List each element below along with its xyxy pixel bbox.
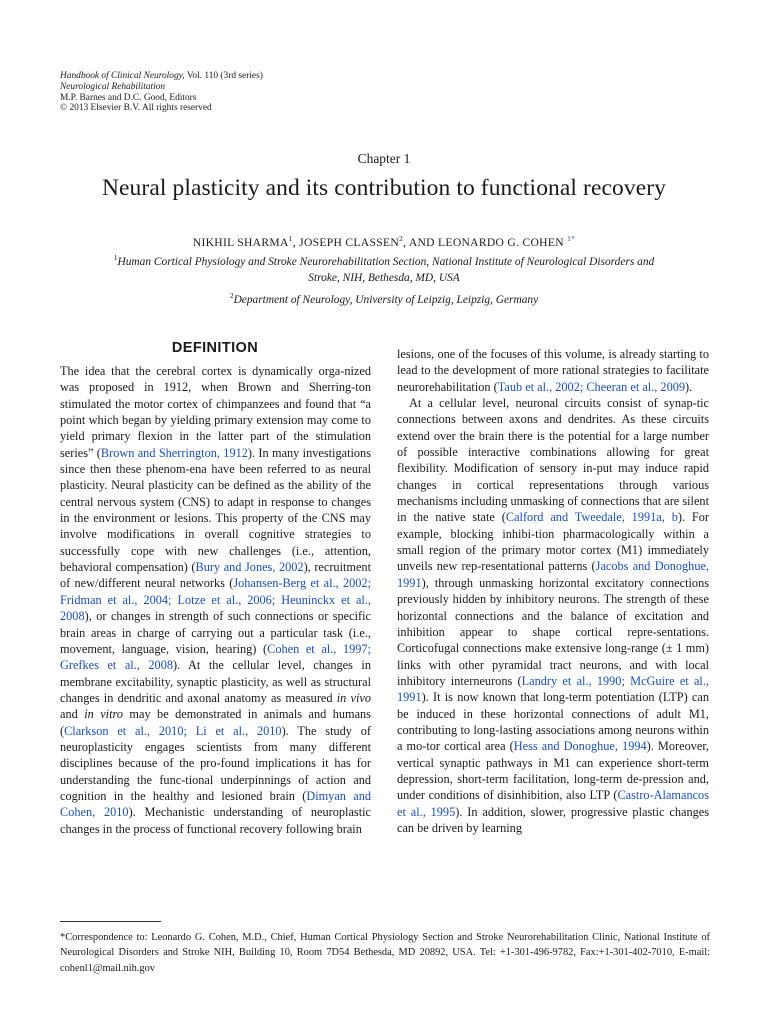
body-text: may be demonstrated in animals and humans ( — [60, 707, 371, 738]
header-line-4: © 2013 Elsevier B.V. All rights reserved — [60, 103, 212, 114]
author-list — [0, 234, 768, 249]
affiliation-1-sup: 1 — [113, 253, 118, 262]
header-line-1 — [60, 71, 263, 82]
citation-link[interactable]: Johansen-Berg et al., 2002; Fridman et al., 2004; Lotze et al., 2006; Heuninckx et al., 2008 — [60, 576, 371, 624]
italic-term: in vitro — [84, 707, 123, 722]
author-1-sup: 1 — [288, 234, 293, 243]
header-line-3: M.P. Barnes and D.C. Good, Editors — [60, 92, 197, 103]
section-heading: DEFINITION — [171, 340, 259, 356]
body-text: ). For example, blocking inhibi-tion pharmacologically within a small region of the primary motor cortex (M1) immediately unveils new rep-resentational patterns ( — [397, 510, 710, 574]
affiliation-2-text: Department of Neurology, University of Leipzig, Leipzig, Germany — [233, 293, 539, 306]
body-text: ). Moreover, vertical synaptic pathways in M1 can experience short-term depression, short-term facilitation, long-term de-pression and, under conditions of disinhibition, also LTP ( — [397, 739, 709, 803]
body-text: ). Mechanistic understanding of neuroplastic changes in the process of functional recovery following brain — [60, 805, 371, 836]
body-text: At a cellular level, neuronal circuits consist of synap-tic connections between axons and dendrites. As these circuits extend over the brain there is the potential for a large number of possible interactive combinations allowing for great flexibility. Modification of sensory in-put may induce rapid changes in cortical representations through various mechanisms including unmasking of connections that are silent in the native state ( — [397, 396, 709, 525]
body-text: ), recruitment of new/different neural networks ( — [60, 560, 371, 591]
body-text: ), or changes in strength of such connections or specific brain areas in charge of carrying out a particular task (i.e., movement, language, vision, hearing) ( — [60, 609, 371, 656]
body-text: ). At the cellular level, changes in membrane excitability, synaptic plasticity, as well as structural changes in dendritic and axonal anatomy as measured — [60, 658, 371, 705]
body-text: and — [60, 707, 85, 722]
citation-link[interactable]: Cohen et al., 1997; Grefkes et al., 2008 — [60, 641, 371, 673]
author-2: , JOSEPH CLASSEN — [292, 235, 400, 249]
body-text: ). The study of neuroplasticity engages scientists from many different disciplines because of the pro-found implications it has for understanding the func-tional underpinnings of action and cognition in the healthy and lesioned brain ( — [60, 723, 371, 803]
author-3: , AND LEONARDO G. COHEN — [403, 235, 568, 249]
citation-link[interactable]: Clarkson et al., 2010; Li et al., 2010 — [64, 723, 282, 738]
author-1: NIKHIL SHARMA — [192, 235, 289, 249]
affiliation-2-sup: 2 — [229, 291, 234, 300]
paragraph — [397, 395, 709, 836]
footnote-divider — [60, 921, 161, 922]
book-header — [60, 71, 263, 114]
page-title: Neural plasticity and its contribution to functional recovery — [101, 175, 667, 201]
affiliation-1-text: Human Cortical Physiology and Stroke Neurorehabilitation Section, National Institute of Neurological Disorders and Stroke, NIH, Bethesda, MD, USA — [117, 255, 655, 284]
paragraph — [60, 363, 371, 837]
citation-link[interactable]: Castro-Alamancos et al., 1995 — [397, 788, 709, 819]
header-line-2: Neurological Rehabilitation — [60, 81, 166, 92]
citation-link[interactable]: Dimyan and Cohen, 2010 — [60, 788, 371, 820]
citation-link[interactable]: Jacobs and Donoghue, 1991 — [397, 559, 709, 590]
italic-term: in vivo — [336, 690, 371, 705]
body-text: lesions, one of the focuses of this volume, is already starting to lead to the development of more rational strategies to facilitate neurorehabilitation ( — [397, 347, 709, 394]
body-text: ). In addition, slower, progressive plastic changes can be driven by learning — [397, 804, 709, 835]
paragraph — [397, 346, 709, 395]
citation-link[interactable]: Brown and Sherrington, 1912 — [100, 445, 248, 460]
affiliation-2 — [110, 288, 658, 308]
citation-link[interactable]: Taub et al., 2002; Cheeran et al., 2009 — [497, 379, 686, 394]
correspondence-footnote: *Correspondence to: Leonardo G. Cohen, M.D., Chief, Human Cortical Physiology Section and Stroke Neurorehabilitation Clinic, National Institute of Neurological Disorders and Stroke NIH, Building 10, Room 7D54 Bethesda, MD 20892, USA. Tel: +1-301-496-9782, Fax:+1-301-402-7010, E-mail: cohenl1@mail.nih.gov — [60, 932, 710, 974]
body-text: ). It is now known that long-term potentiation (LTP) can be induced in these horizontal connections of adult M1, contributing to long-lasting associations among neurons within a mo-tor cortical area ( — [397, 690, 709, 754]
chapter-label: Chapter 1 — [357, 151, 411, 166]
left-column — [60, 363, 371, 837]
body-text: ). In many investigations since then these phenom-ena have been referred to as neural plasticity. Neural plasticity can be defined as the ability of the central nervous system (CNS) to adapt in response to changes in the environment or lesions. This property of the CNS may involve modifications in overall cognitive strategies to successfully cope with new challenges (i.e., attention, behavioral compensation) ( — [60, 445, 371, 575]
series-title: Handbook of Clinical Neurology, — [60, 71, 185, 81]
citation-link[interactable]: Calford and Tweedale, 1991a, b — [505, 510, 678, 525]
body-text: ), through unmasking horizontal excitatory connections previously hidden by inhibitory neurons. The strength of these horizontal connections and the balance of excitation and inhibition appear to shape cortical repre-sentations. Corticofugal connections make extensive long-range (± 1 mm) links with other pyramidal tract neurons, and with local inhibitory interneurons ( — [397, 575, 709, 688]
citation-link[interactable]: Bury and Jones, 2002 — [195, 560, 304, 575]
author-2-sup: 2 — [399, 234, 404, 243]
citation-link[interactable]: Hess and Donoghue, 1994 — [513, 739, 647, 754]
citation-link[interactable]: Landry et al., 1990; McGuire et al., 1991 — [397, 673, 709, 705]
author-3-sup[interactable]: 1* — [567, 234, 576, 243]
affiliation-1 — [110, 250, 658, 286]
body-text: The idea that the cerebral cortex is dynamically orga-nized was proposed in 1912, when Brown and Sherring-ton stimulated the motor cortex of chimpanzees and found that “a point which began by yielding primary extension may come to yield primary flexion in the latter part of the stimulation series” ( — [60, 364, 371, 460]
series-volume: Vol. 110 (3rd series) — [184, 71, 263, 81]
right-column — [397, 346, 709, 836]
body-text: ). — [685, 379, 693, 394]
